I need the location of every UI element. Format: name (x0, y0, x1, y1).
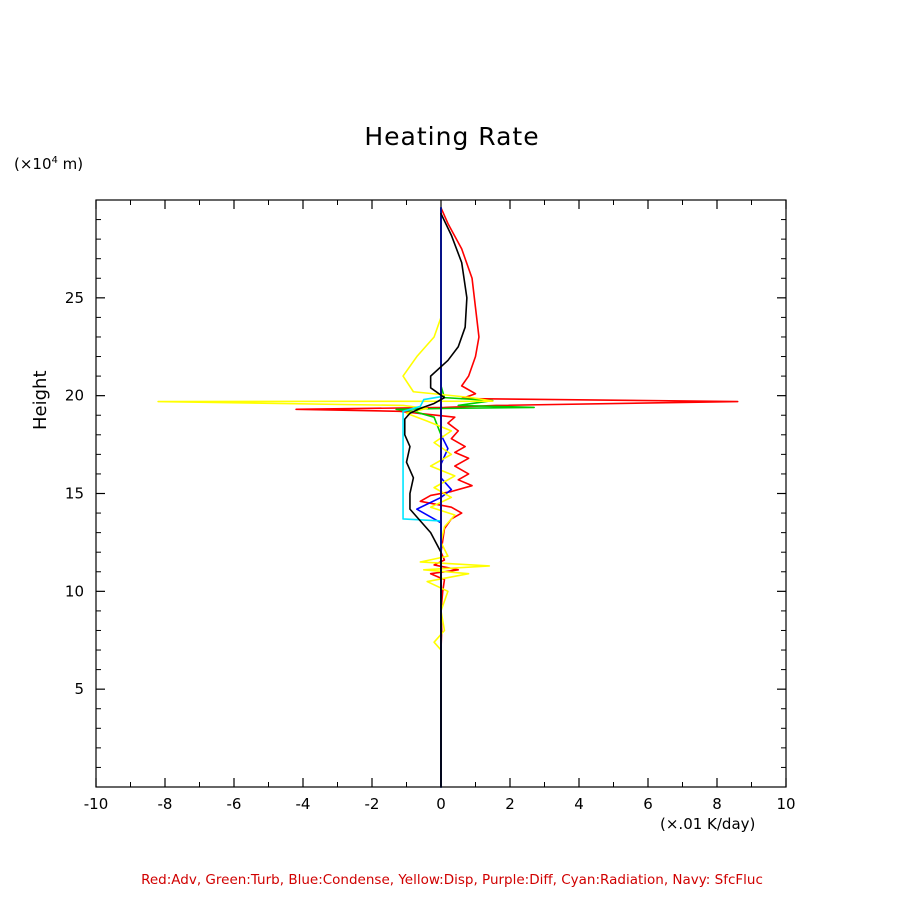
y-tick-label: 10 (64, 582, 84, 601)
x-tick-label: -8 (157, 795, 173, 813)
series-line-condense (417, 208, 452, 787)
series-line-disp (158, 208, 493, 787)
x-tick-label: -6 (226, 795, 242, 813)
x-tick-label: 8 (712, 795, 722, 813)
series-line-radiation (403, 208, 441, 787)
series-line-adv (296, 208, 738, 787)
x-tick-label: 10 (776, 795, 796, 813)
x-tick-label: 4 (574, 795, 584, 813)
y-tick-label: 5 (74, 680, 84, 699)
x-tick-label: -2 (364, 795, 380, 813)
y-tick-label: 20 (64, 386, 84, 405)
x-tick-label: 0 (436, 795, 446, 813)
y-tick-label: 25 (64, 288, 84, 307)
x-tick-label: -4 (295, 795, 311, 813)
series-line-turb (396, 208, 534, 787)
legend: Red:Adv, Green:Turb, Blue:Condense, Yellow:Disp, Purple:Diff, Cyan:Radiation, Navy: SfcFluc (141, 872, 763, 888)
y-axis-label: Height (30, 370, 51, 430)
chart-title: Heating Rate (364, 122, 540, 151)
x-tick-label: -10 (83, 795, 109, 813)
x-tick-label: 2 (505, 795, 515, 813)
y-axis-unit-label: ($\times 10^4$ m) (14, 155, 84, 173)
y-tick-label: 15 (64, 484, 84, 503)
x-axis-label: (×.01 K/day) (660, 815, 756, 833)
x-tick-label: 6 (643, 795, 653, 813)
